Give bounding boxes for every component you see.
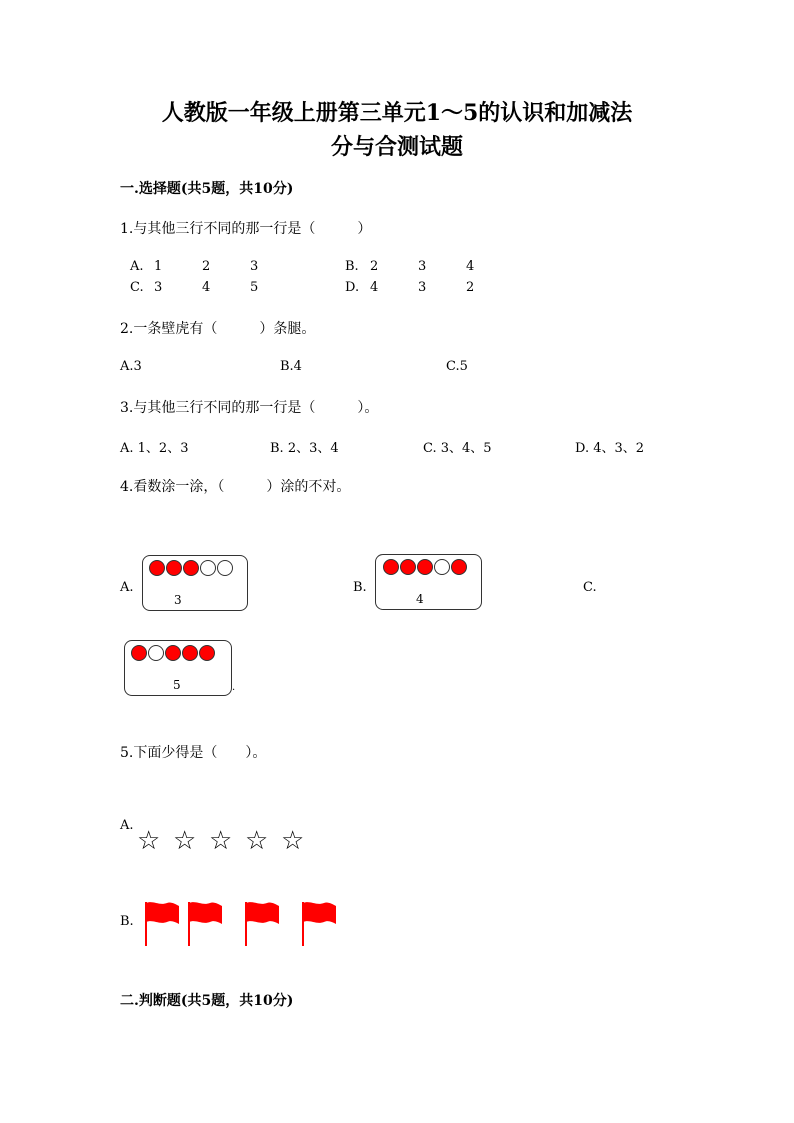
q1-option-d-num2: 3 xyxy=(418,280,427,295)
question-3-text: 3.与其他三行不同的那一行是（ ）。 xyxy=(120,400,379,416)
red-flag-icon xyxy=(186,900,226,946)
red-dot xyxy=(166,560,182,576)
q1-option-c-label: C. xyxy=(130,280,144,295)
star-icon: ☆ xyxy=(281,826,305,856)
white-dot xyxy=(200,560,216,576)
q1-option-b-label: B. xyxy=(345,259,359,274)
q1-option-a-num3: 3 xyxy=(250,259,259,274)
q4-option-a-number: 3 xyxy=(174,593,182,607)
star-icon: ☆ xyxy=(173,826,197,856)
q1-option-b-num2: 3 xyxy=(418,259,427,274)
q3-option-c: C. 3、4、5 xyxy=(423,441,492,456)
q1-option-a-num2: 2 xyxy=(202,259,211,274)
q5-option-b-label: B. xyxy=(120,914,134,929)
red-dot xyxy=(182,645,198,661)
q4-trailing-dot: . xyxy=(232,682,236,693)
page-title-line1: 人教版一年级上册第三单元1～5的认识和加减法 xyxy=(161,100,633,126)
q4-option-b-dots xyxy=(383,559,467,575)
q1-option-b-num1: 2 xyxy=(370,259,379,274)
q1-option-d-num1: 4 xyxy=(370,280,379,295)
q4-option-c-dots xyxy=(131,645,215,661)
red-dot xyxy=(199,645,215,661)
section-heading-choice: 一.选择题(共5题，共10分) xyxy=(120,181,294,197)
red-flag-icon xyxy=(243,900,283,946)
page-title-line2: 分与合测试题 xyxy=(330,134,463,160)
q1-option-b-num3: 4 xyxy=(466,259,475,274)
red-flag-icon xyxy=(300,900,340,946)
question-2-text: 2.一条壁虎有（ ）条腿。 xyxy=(120,321,316,337)
q4-option-b-number: 4 xyxy=(416,592,424,606)
red-dot xyxy=(149,560,165,576)
q4-option-c-label: C. xyxy=(583,580,597,595)
q4-option-a-dots xyxy=(149,560,233,576)
red-dot xyxy=(400,559,416,575)
red-dot xyxy=(417,559,433,575)
q1-option-c-num2: 4 xyxy=(202,280,211,295)
q1-option-d-num3: 2 xyxy=(466,280,475,295)
star-icon: ☆ xyxy=(209,826,233,856)
question-5-text: 5.下面少得是（ ）。 xyxy=(120,745,267,761)
question-4-text: 4.看数涂一涂，（ ）涂的不对。 xyxy=(120,479,351,495)
q3-option-a: A. 1、2、3 xyxy=(120,441,189,456)
star-icon: ☆ xyxy=(137,826,161,856)
section-heading-judgment: 二.判断题(共5题，共10分) xyxy=(120,993,294,1009)
question-1-text: 1.与其他三行不同的那一行是（ ） xyxy=(120,221,372,237)
white-dot xyxy=(434,559,450,575)
q4-option-b-label: B. xyxy=(353,580,367,595)
red-dot xyxy=(451,559,467,575)
q2-option-c: C.5 xyxy=(446,359,468,374)
red-dot xyxy=(165,645,181,661)
red-dot xyxy=(183,560,199,576)
q3-option-d: D. 4、3、2 xyxy=(575,441,645,456)
q2-option-a: A.3 xyxy=(120,359,142,374)
q1-option-c-num1: 3 xyxy=(154,280,163,295)
red-dot xyxy=(383,559,399,575)
q3-option-b: B. 2、3、4 xyxy=(270,441,339,456)
q1-option-c-num3: 5 xyxy=(250,280,259,295)
q4-option-a-label: A. xyxy=(120,580,134,595)
q2-option-b: B.4 xyxy=(280,359,302,374)
q1-option-a-label: A. xyxy=(130,259,144,274)
q1-option-a-num1: 1 xyxy=(154,259,163,274)
q1-option-d-label: D. xyxy=(345,280,360,295)
q4-option-c-number: 5 xyxy=(173,678,181,692)
red-dot xyxy=(131,645,147,661)
white-dot xyxy=(148,645,164,661)
star-icon: ☆ xyxy=(245,826,269,856)
q5-option-a-label: A. xyxy=(120,818,134,833)
red-flag-icon xyxy=(143,900,183,946)
white-dot xyxy=(217,560,233,576)
